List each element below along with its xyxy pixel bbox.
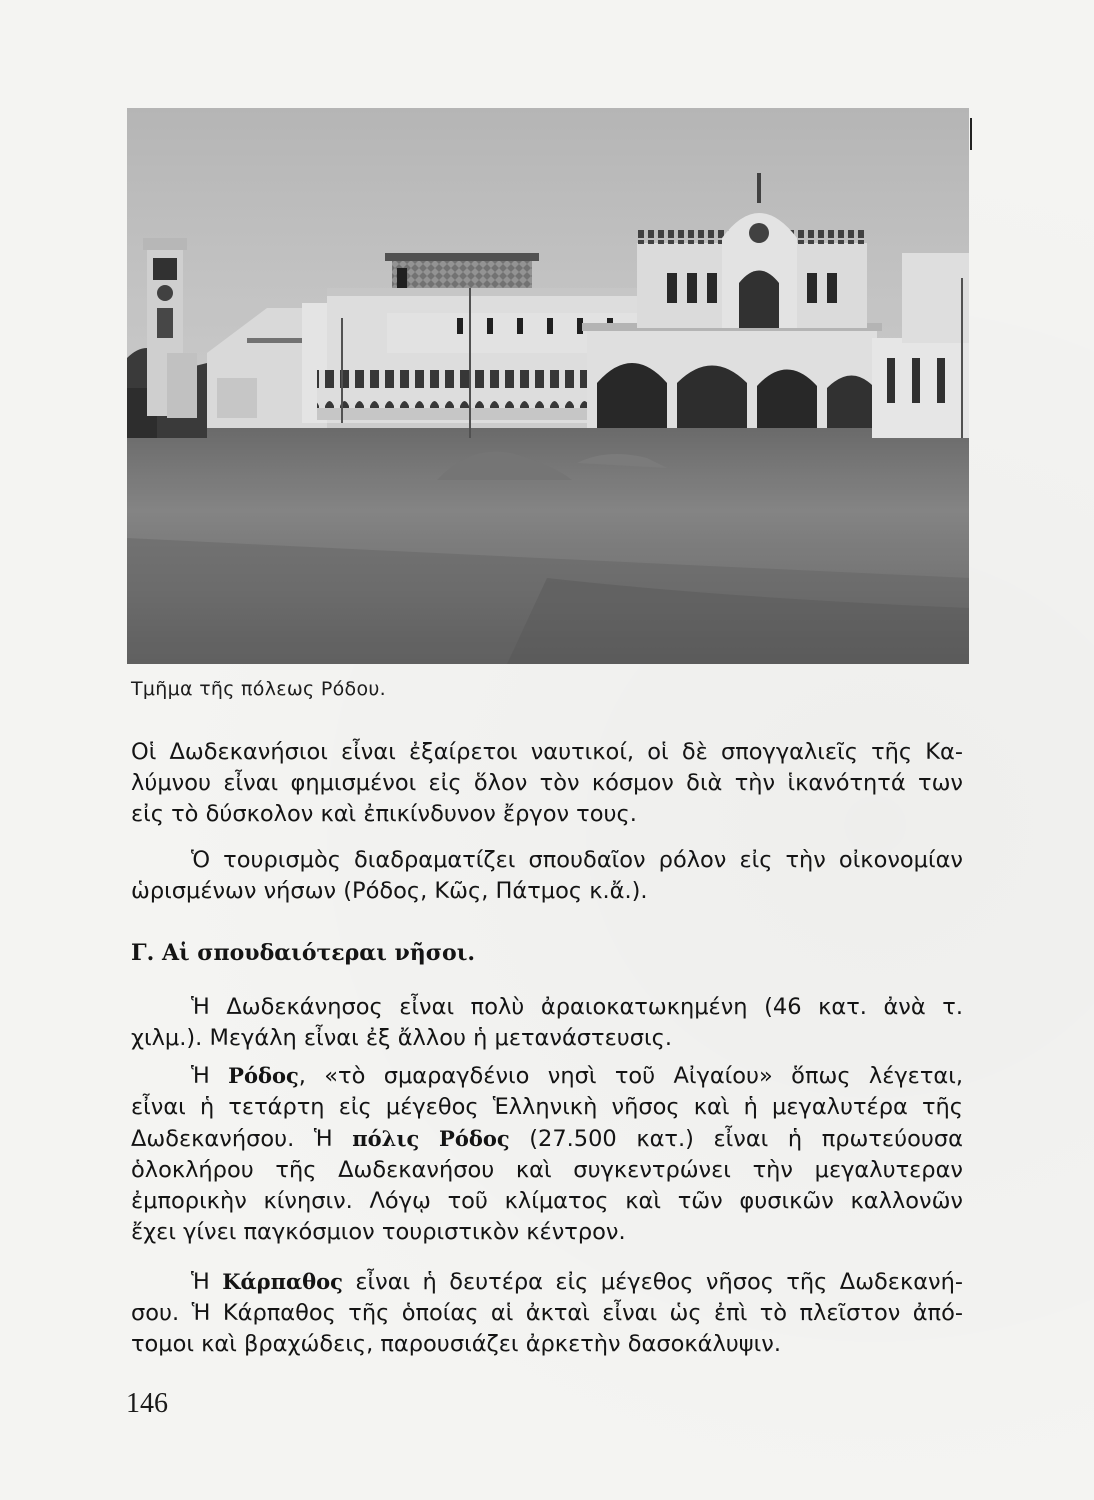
text-run: Ἡ bbox=[191, 1063, 229, 1089]
margin-mark bbox=[970, 118, 972, 150]
paragraph-dodecanesians bbox=[131, 737, 963, 830]
text-line: ἔχει γίνει παγκόσμιον τουριστικὸν κέντρον. bbox=[131, 1219, 626, 1245]
text-run: Ἡ bbox=[191, 1269, 223, 1295]
text-line: εἶναι ἡ τετάρτη εἰς μέγεθος Ἑλληνικὴ νῆσος καὶ ἡ μεγαλυτέρα τῆς bbox=[131, 1094, 963, 1120]
section-heading: Γ. Αἱ σπουδαιότεραι νῆσοι. bbox=[131, 940, 475, 966]
paragraph-rhodes bbox=[131, 1060, 963, 1248]
term-rhodes-city: πόλις Ρόδος bbox=[352, 1126, 510, 1151]
page-number: 146 bbox=[126, 1388, 168, 1419]
text-run: Δωδεκανήσου. Ἡ bbox=[131, 1126, 353, 1152]
text-line: χιλμ.). Μεγάλη εἶναι ἐξ ἄλλου ἡ μετανάστευσις. bbox=[131, 1025, 673, 1051]
text-line: εἰς τὸ δύσκολον καὶ ἐπικίνδυνον ἔργον τους. bbox=[131, 801, 637, 827]
photo-rhodes-town bbox=[127, 108, 969, 664]
text-run: εἶναι ἡ δευτέρα εἰς μέγεθος νῆσος τῆς Δωδεκανή- bbox=[342, 1269, 964, 1295]
text-run: (27.500 κατ.) εἶναι ἡ πρωτεύουσα bbox=[509, 1126, 963, 1152]
text-line bbox=[131, 1060, 963, 1092]
paragraph-tourism bbox=[131, 845, 963, 907]
term-rhodes: Ρόδος bbox=[228, 1063, 299, 1088]
text-line: σου. Ἡ Κάρπαθος τῆς ὁποίας αἱ ἀκταὶ εἶναι ὡς ἐπὶ τὸ πλεῖστον ἀπό- bbox=[131, 1300, 963, 1326]
term-karpathos: Κάρπαθος bbox=[222, 1269, 343, 1294]
text-line: ὁλοκλήρου τῆς Δωδεκανήσου καὶ συγκεντρώνει τὴν μεγαλυτεραν bbox=[131, 1157, 963, 1183]
text-line bbox=[131, 1123, 963, 1155]
paragraph-population bbox=[131, 992, 963, 1054]
text-line: Ὁ τουρισμὸς διαδραματίζει σπουδαῖον ρόλον εἰς τὴν οἰκονομίαν bbox=[191, 847, 963, 873]
text-line: ἐμπορικὴν κίνησιν. Λόγῳ τοῦ κλίματος καὶ τῶν φυσικῶν καλλονῶν bbox=[131, 1188, 963, 1214]
paragraph-karpathos bbox=[131, 1266, 963, 1360]
text-line: τομοι καὶ βραχώδεις, παρουσιάζει ἀρκετὴν δασοκάλυψιν. bbox=[131, 1331, 781, 1357]
text-line: ὡρισμένων νήσων (Ρόδος, Κῶς, Πάτμος κ.ἄ.). bbox=[131, 878, 648, 904]
text-line bbox=[131, 1266, 963, 1298]
text-line: Οἱ Δωδεκανήσιοι εἶναι ἐξαίρετοι ναυτικοί, οἱ δὲ σπογγαλιεῖς τῆς Κα- bbox=[131, 739, 963, 765]
text-line: λύμνου εἶναι φημισμένοι εἰς ὅλον τὸν κόσμον διὰ τὴν ἱκανότητά των bbox=[131, 770, 963, 796]
text-line: Ἡ Δωδεκάνησος εἶναι πολὺ ἀραιοκατωκημένη (46 κατ. ἀνὰ τ. bbox=[191, 994, 963, 1020]
text-run: , «τὸ σμαραγδένιο νησὶ τοῦ Αἰγαίου» ὅπως λέγεται, bbox=[298, 1063, 963, 1089]
photo-caption: Τμῆμα τῆς πόλεως Ρόδου. bbox=[131, 678, 387, 700]
